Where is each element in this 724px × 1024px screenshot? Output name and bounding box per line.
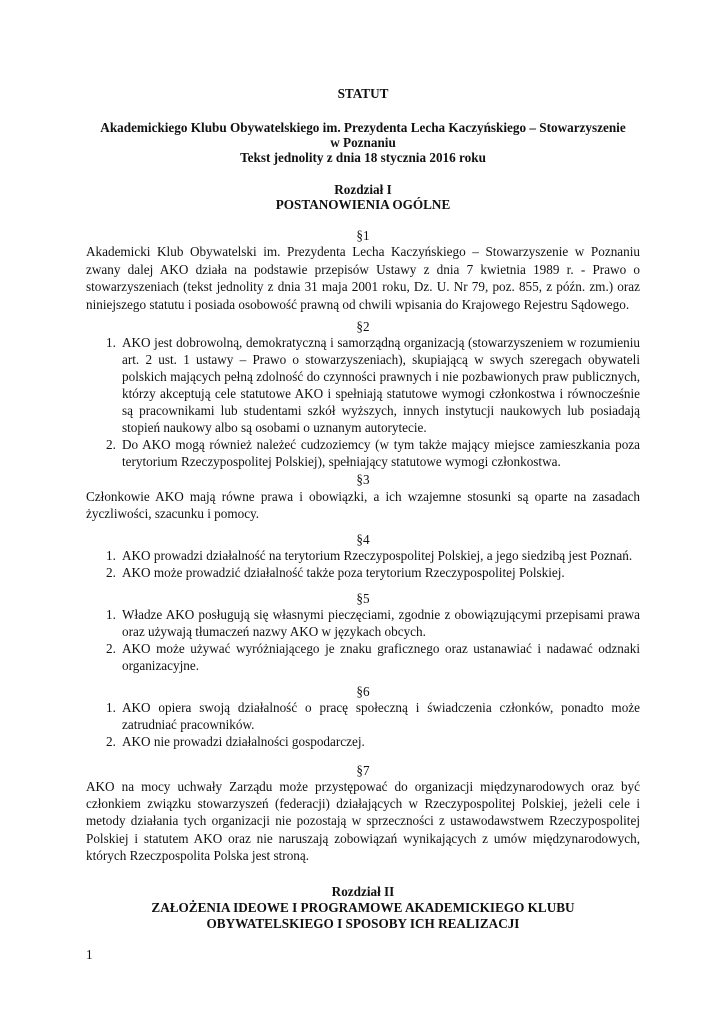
document-title: STATUT [337,86,389,101]
page-number: 1 [86,947,93,962]
list-item-text: Do AKO mogą również należeć cudzoziemcy (w tym także mający miejsce zamieszkania poza terytorium Rzeczypospolitej Polskiej), spełniający statutowe wymogi członkostwa. [122,437,640,469]
paragraph-4-list [86,547,640,581]
chapter-2-label: Rozdział II [331,884,395,899]
list-item [86,640,640,674]
list-item-text: AKO może używać wyróżniającego je znaku graficznego oraz ustanawiać i nadawać odznaki organizacyjne. [122,641,640,673]
list-item-text: Władze AKO posługują się własnymi pieczęciami, zgodnie z obowiązującymi przepisami prawa oraz używają tłumaczeń nazwy AKO w językach obcych. [122,607,640,639]
list-item-number: 2. [106,734,116,749]
list-item-text: AKO jest dobrowolną, demokratyczną i samorządną organizacją (stowarzyszeniem w rozumieniu art. 2 ust. 1 ustawy – Prawo o stowarzyszeniach), skupiającą w swych szeregach obywateli polskich mających pełną zdolność do czynności prawnych i nie pozbawionych praw publicznych, którzy akceptują cele statutowe AKO i spełniają statutowe wymogi członkostwa i równocześnie są pracownikami lub studentami szkół wyższych, innych instytucji naukowych lub posiadają stopień naukowy albo są osobami o uznanym autorytecie. [122,335,640,435]
list-item-number: 2. [106,565,116,580]
paragraph-3-mark: §3 [356,472,370,487]
paragraph-4-mark: §4 [356,532,370,547]
organization-name-line2: w Poznaniu [330,135,396,150]
chapter-2-title-line1: ZAŁOŻENIA IDEOWE I PROGRAMOWE AKADEMICKIEGO KLUBU [151,900,575,915]
list-item [86,733,640,750]
list-item [86,564,640,581]
list-item-text: AKO nie prowadzi działalności gospodarczej. [122,734,365,749]
organization-name-line1: Akademickiego Klubu Obywatelskiego im. Prezydenta Lecha Kaczyńskiego – Stowarzyszenie [100,120,626,135]
paragraph-7-text: AKO na mocy uchwały Zarządu może przystępować do organizacji międzynarodowych oraz być członkiem związku stowarzyszeń (federacji) działających w Rzeczypospolitej Polskiej, jeżeli cele i metody działania tych organizacji nie pozostają w sprzeczności z ustawodawstwem Rzeczypospolitej Polskiej i statutem AKO oraz nie naruszają zobowiązań wynikających z umów międzynarodowych, których Rzeczpospolita Polska jest stroną. [86,779,640,863]
list-item-number: 1. [106,700,116,715]
list-item [86,334,640,436]
list-item-number: 2. [106,641,116,656]
list-item-number: 1. [106,335,116,350]
list-item [86,606,640,640]
list-item-number: 2. [106,437,116,452]
paragraph-2-list [86,334,640,470]
chapter-1-label: Rozdział I [334,182,392,197]
list-item-text: AKO prowadzi działalność na terytorium Rzeczypospolitej Polskiej, a jego siedzibą jest Poznań. [122,548,633,563]
list-item-text: AKO może prowadzić działalność także poza terytorium Rzeczypospolitej Polskiej. [122,565,565,580]
paragraph-6-list [86,699,640,750]
list-item [86,699,640,733]
paragraph-6-mark: §6 [356,684,370,699]
list-item-text: AKO opiera swoją działalność o pracę społeczną i świadczenia członków, ponadto może zatrudniać pracowników. [122,700,640,732]
consolidated-text-date: Tekst jednolity z dnia 18 stycznia 2016 roku [240,150,486,165]
list-item [86,547,640,564]
chapter-1-title: POSTANOWIENIA OGÓLNE [275,197,451,212]
paragraph-1-mark: §1 [356,228,370,243]
paragraph-5-mark: §5 [356,591,370,606]
paragraph-5-list [86,606,640,674]
paragraph-7-mark: §7 [356,763,370,778]
chapter-2-title-line2: OBYWATELSKIEGO I SPOSOBY ICH REALIZACJI [206,916,520,931]
list-item-number: 1. [106,548,116,563]
paragraph-1-text: Akademicki Klub Obywatelski im. Prezydenta Lecha Kaczyńskiego – Stowarzyszenie w Poznaniu zwany dalej AKO działa na podstawie przepisów Ustawy z dnia 7 kwietnia 1989 r. - Prawo o stowarzyszeniach (tekst jednolity z dnia 31 maja 2001 roku, Dz. U. Nr 79, poz. 855, z późn. zm.) oraz niniejszego statutu i posiada osobowość prawną od chwili wpisania do Krajowego Rejestru Sądowego. [86,244,640,312]
paragraph-3-text: Członkowie AKO mają równe prawa i obowiązki, a ich wzajemne stosunki są oparte na zasadach życzliwości, szacunku i pomocy. [86,489,640,521]
list-item [86,436,640,470]
list-item-number: 1. [106,607,116,622]
paragraph-2-mark: §2 [356,319,370,334]
